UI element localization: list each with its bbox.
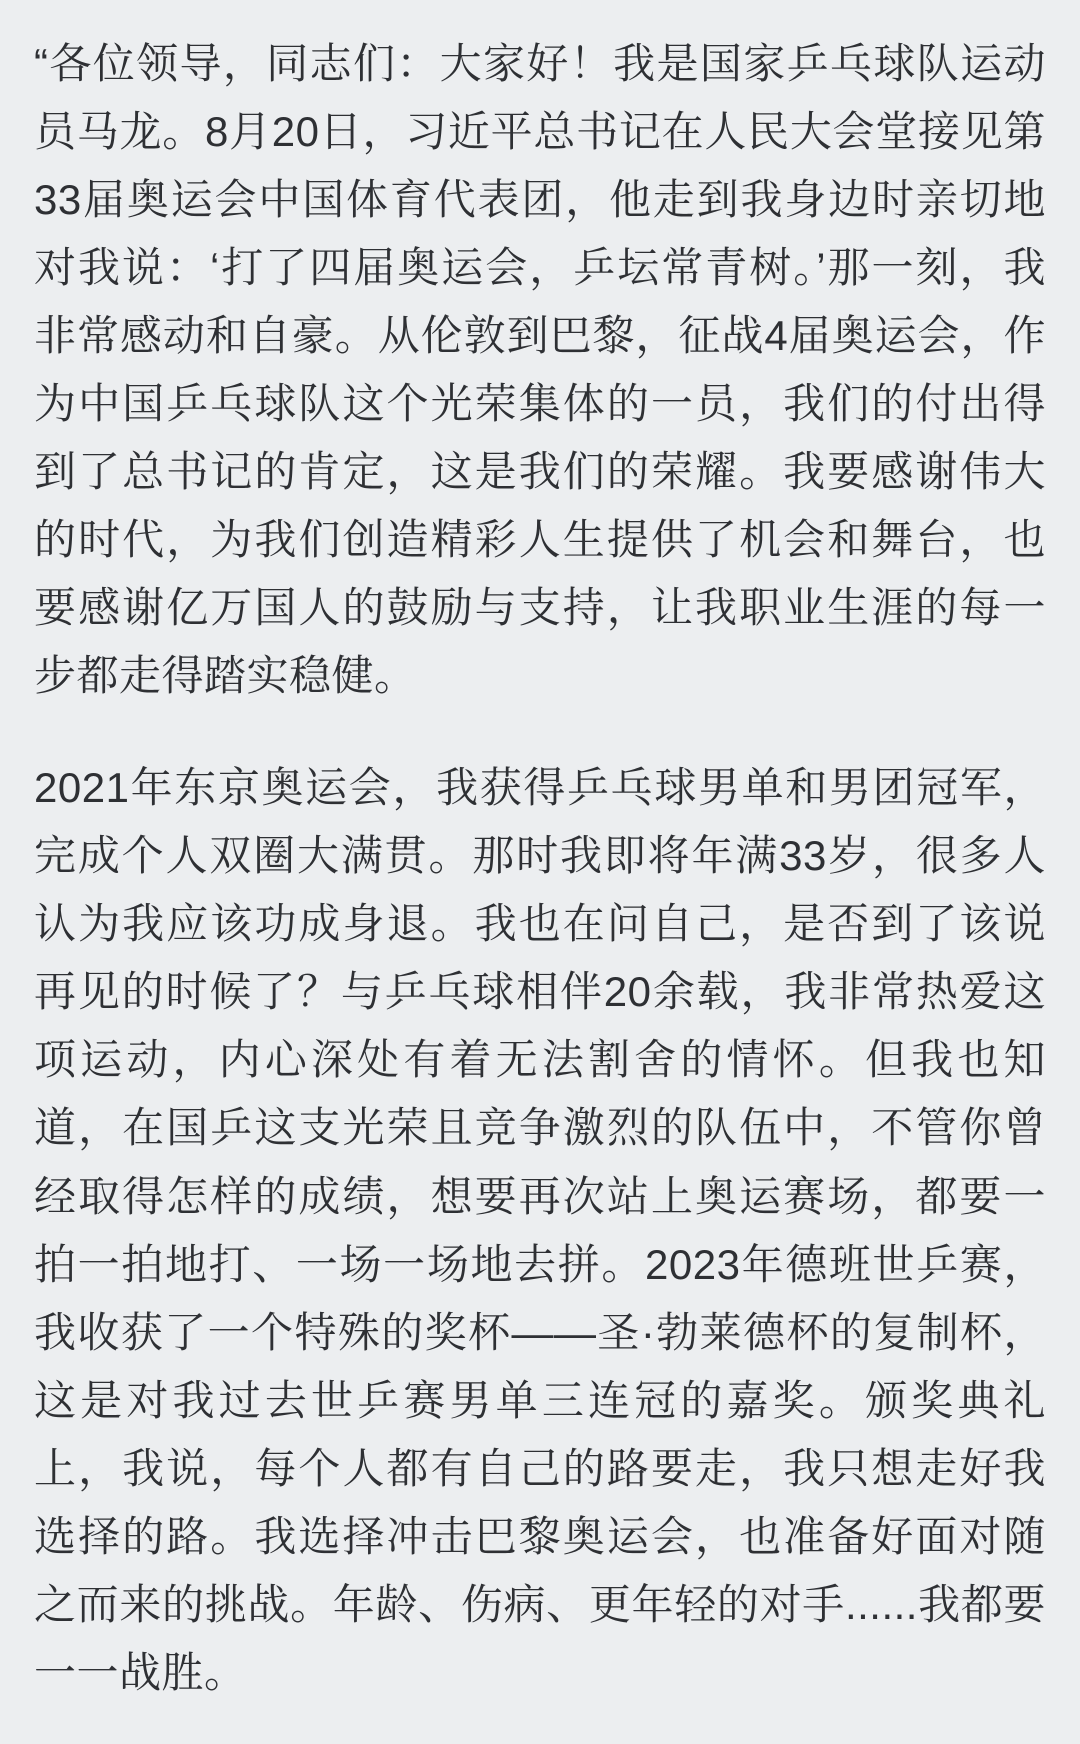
paragraph-1: “各位领导，同志们：大家好！我是国家乒乓球队运动员马龙。8月20日，习近平总书记在人民大会堂接见第33届奥运会中国体育代表团，他走到我身边时亲切地对我说：‘打了四届奥运会，乒坛常青树。’那一刻，我非常感动和自豪。从伦敦到巴黎，征战4届奥运会，作为中国乒乓球队这个光荣集体的一员，我们的付出得到了总书记的肯定，这是我们的荣耀。我要感谢伟大的时代，为我们创造精彩人生提供了机会和舞台，也要感谢亿万国人的鼓励与支持，让我职业生涯的每一步都走得踏实稳健。 [34,40,1046,700]
paragraph-2: 2021年东京奥运会，我获得乒乓球男单和男团冠军，完成个人双圈大满贯。那时我即将年满33岁，很多人认为我应该功成身退。我也在问自己，是否到了该说再见的时候了？与乒乓球相伴20余载，我非常热爱这项运动，内心深处有着无法割舍的情怀。但我也知道，在国乒这支光荣且竞争激烈的队伍中，不管你曾经取得怎样的成绩，想要再次站上奥运赛场，都要一拍一拍地打、一场一场地去拼。2023年德班世乒赛，我收获了一个特殊的奖杯——圣·勃莱德杯的复制杯，这是对我过去世乒赛男单三连冠的嘉奖。颁奖典礼上，我说，每个人都有自己的路要走，我只想走好我选择的路。我选择冲击巴黎奥运会，也准备好面对随之而来的挑战。年龄、伤病、更年轻的对手......我都要一一战胜。 [34,764,1046,1696]
